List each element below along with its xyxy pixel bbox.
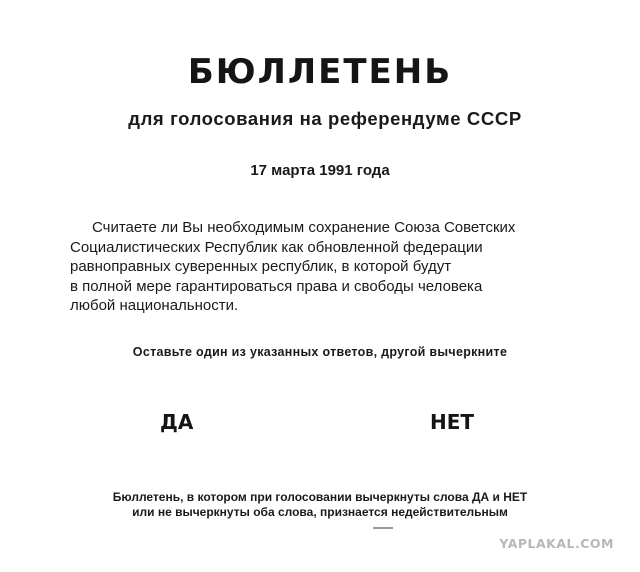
answer-yes: ДА: [160, 410, 194, 434]
ballot-subtitle: для голосования на референдуме СССР: [128, 108, 522, 129]
voting-instruction: Оставьте один из указанных ответов, другой вычеркните: [132, 345, 508, 359]
question-line: в полной мере гарантироваться права и свободы человека: [70, 277, 483, 295]
footnote-line: или не вычеркнуты оба слова, признается недействительным: [132, 505, 508, 519]
referendum-date: 17 марта 1991 года: [250, 162, 390, 179]
referendum-question: [70, 218, 565, 316]
validity-footnote: [0, 490, 640, 520]
ballot-title: БЮЛЛЕТЕНЬ: [187, 52, 453, 92]
question-line: любой национальности.: [70, 297, 239, 314]
question-line: Социалистических Республик как обновленной федерации: [70, 238, 483, 256]
footnote-line: Бюллетень, в котором при голосовании вычеркнуты слова ДА и НЕТ: [112, 490, 528, 504]
answer-no: НЕТ: [430, 410, 475, 434]
print-mark: [373, 527, 393, 529]
site-watermark: YAPLAKAL.COM: [499, 536, 614, 551]
question-line: Считаете ли Вы необходимым сохранение Союза Советских: [92, 219, 516, 236]
question-line: равноправных суверенных республик, в которой будут: [70, 258, 452, 275]
